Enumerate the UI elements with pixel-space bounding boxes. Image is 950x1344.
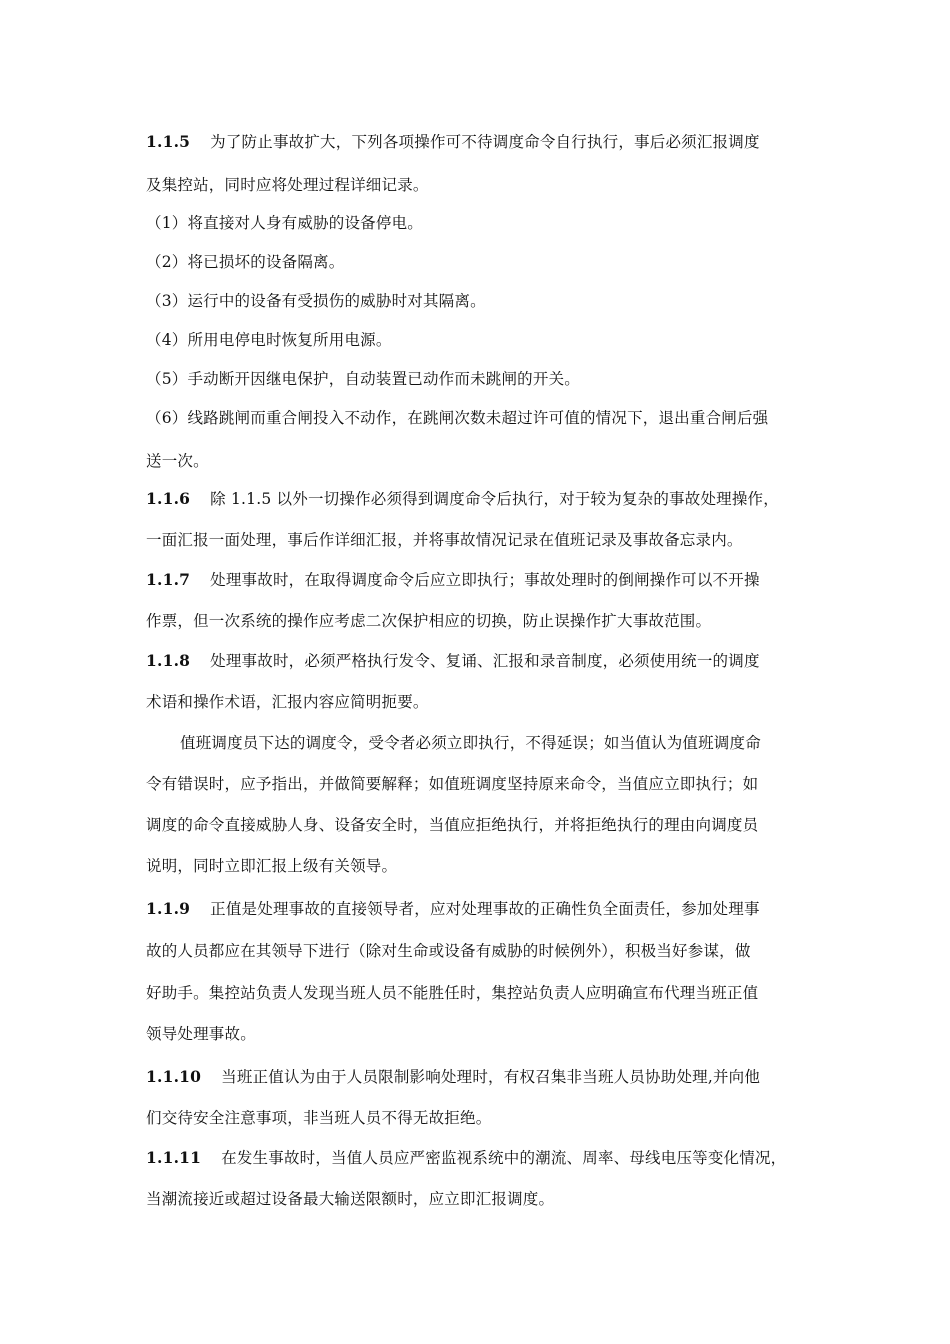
clause-number: 1.1.9 [146, 899, 191, 918]
clause-1-1-11 [146, 1148, 786, 1168]
clause-text: 为了防止事故扩大，下列各项操作可不待调度命令自行执行，事后必须汇报调度 [210, 133, 760, 151]
clause-number: 1.1.5 [146, 132, 191, 151]
clause-text-continuation: 当潮流接近或超过设备最大输送限额时，应立即汇报调度。 [146, 1190, 555, 1208]
paragraph-line: 调度的命令直接威胁人身、设备安全时，当值应拒绝执行，并将拒绝执行的理由向调度员 [146, 816, 759, 834]
clause-text-continuation: 作票，但一次系统的操作应考虑二次保护相应的切换，防止误操作扩大事故范围。 [146, 612, 712, 630]
clause-text: 处理事故时，必须严格执行发令、复诵、汇报和录音制度，必须使用统一的调度 [210, 652, 760, 670]
list-item: （3）运行中的设备有受损伤的威胁时对其隔离。 [146, 292, 486, 310]
clause-text: 除 1.1.5 以外一切操作必须得到调度命令后执行，对于较为复杂的事故处理操作， [210, 490, 779, 508]
clause-1-1-5 [146, 132, 760, 152]
clause-1-1-7 [146, 570, 760, 590]
clause-1-1-10 [146, 1067, 760, 1087]
clause-text-continuation: 好助手。集控站负责人发现当班人员不能胜任时，集控站负责人应明确宣布代理当班正值 [146, 984, 759, 1002]
clause-text: 正值是处理事故的直接领导者，应对处理事故的正确性负全面责任，参加处理事 [210, 900, 760, 918]
list-item: （1）将直接对人身有威胁的设备停电。 [146, 214, 423, 232]
clause-text-continuation: 及集控站，同时应将处理过程详细记录。 [146, 176, 429, 194]
clause-text-continuation: 领导处理事故。 [146, 1025, 256, 1043]
clause-1-1-6 [146, 489, 779, 509]
list-item: （5）手动断开因继电保护，自动装置已动作而未跳闸的开关。 [146, 370, 580, 388]
list-item-continuation: 送一次。 [146, 452, 209, 470]
clause-text-continuation: 术语和操作术语，汇报内容应简明扼要。 [146, 693, 429, 711]
paragraph-line: 说明，同时立即汇报上级有关领导。 [146, 857, 398, 875]
list-item: （2）将已损坏的设备隔离。 [146, 253, 345, 271]
clause-number: 1.1.10 [146, 1067, 202, 1086]
clause-number: 1.1.7 [146, 570, 191, 589]
clause-number: 1.1.11 [146, 1148, 202, 1167]
list-item: （4）所用电停电时恢复所用电源。 [146, 331, 392, 349]
clause-text-continuation: 们交待安全注意事项，非当班人员不得无故拒绝。 [146, 1109, 492, 1127]
clause-number: 1.1.6 [146, 489, 191, 508]
clause-1-1-8 [146, 651, 760, 671]
clause-text: 在发生事故时，当值人员应严密监视系统中的潮流、周率、母线电压等变化情况， [221, 1149, 787, 1167]
clause-text: 当班正值认为由于人员限制影响处理时，有权召集非当班人员协助处理,并向他 [221, 1068, 761, 1086]
clause-text-continuation: 一面汇报一面处理，事后作详细汇报，并将事故情况记录在值班记录及事故备忘录内。 [146, 531, 743, 549]
clause-text: 处理事故时，在取得调度命令后应立即执行；事故处理时的倒闸操作可以不开操 [210, 571, 760, 589]
clause-number: 1.1.8 [146, 651, 191, 670]
clause-1-1-9 [146, 899, 760, 919]
paragraph-line: 值班调度员下达的调度令，受令者必须立即执行，不得延误；如当值认为值班调度命 [180, 734, 761, 752]
paragraph-line: 令有错误时，应予指出，并做简要解释；如值班调度坚持原来命令，当值应立即执行；如 [146, 775, 759, 793]
list-item: （6）线路跳闸而重合闸投入不动作，在跳闸次数未超过许可值的情况下，退出重合闸后强 [146, 409, 769, 427]
clause-text-continuation: 故的人员都应在其领导下进行（除对生命或设备有威胁的时候例外），积极当好参谋，做 [146, 942, 751, 960]
